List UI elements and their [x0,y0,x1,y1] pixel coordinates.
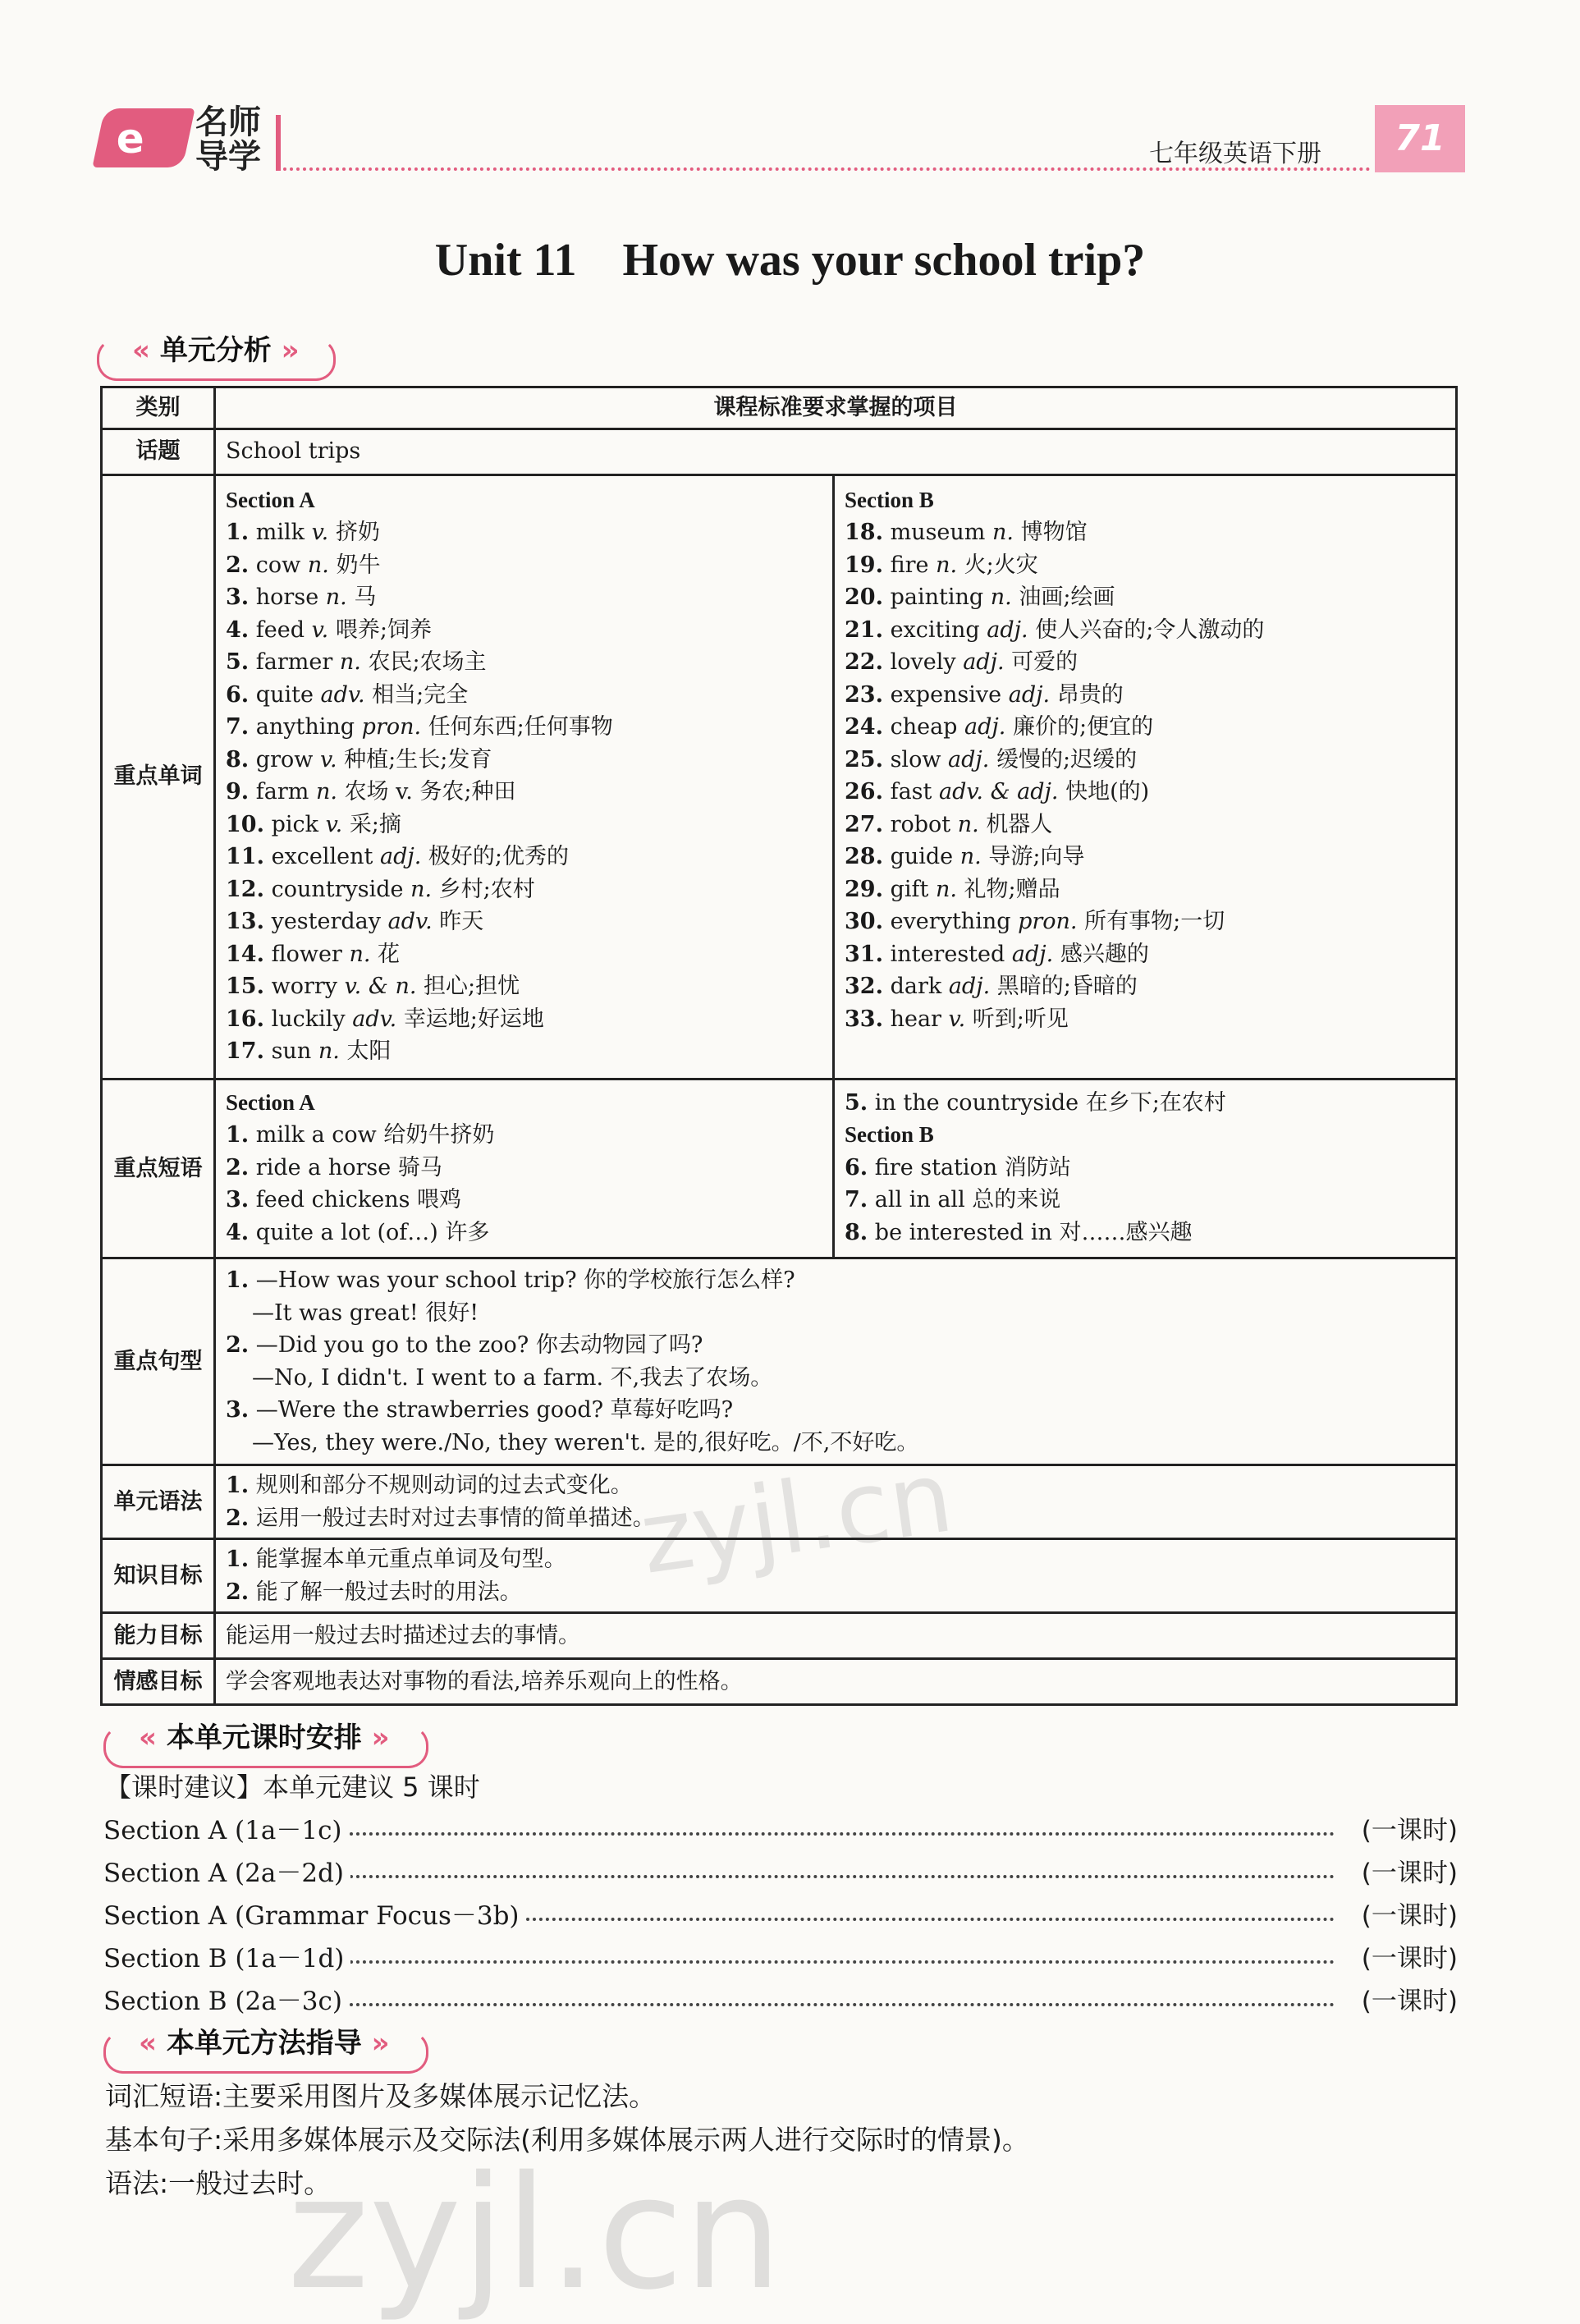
list-item: 24. cheap adj. 廉价的;便宜的 [845,714,1154,740]
unit-title: Unit 11 How was your school trip? [434,235,1146,286]
list-item: 1. milk v. 挤奶 [226,520,380,545]
schedule-row [103,1895,1458,1937]
book-title: 七年级英语下册 [1149,140,1321,168]
schedule-row [103,1852,1458,1895]
list-item: 23. expensive adj. 昂贵的 [845,681,1124,708]
words-label: 重点单词 [102,474,215,1079]
words-section-a: Section A 1. milk v. 挤奶 2. cow n. 奶牛 3. horse n. 马 4. feed v. 喂养;饲养 5. farmer n. 农民;农场主 6. quite adv. 相当;完全 7. anything pron. 任何东西;任何事物 8. grow v. 种植;生长;发育 9. farm n. 农场 v. 务农;种田 10. pick v. 采;摘 11. excellent adj. 极好的;优秀的 12. countryside n. 乡村;农村 13. yesterday adv. 昨天 14. flower n. 花 15. worry v. & n. 担心;担忧 16. luckily adv. 幸运地;好运地 17. sun n. 太阳 [215,474,834,1079]
schedule-period: (一课时) [1355,1895,1458,1937]
list-item: 10. pick v. 采;摘 [226,811,401,837]
list-item: 13. yesterday adv. 昨天 [226,909,484,934]
section-heading-schedule: « 本单元课时安排 » [103,1726,428,1768]
col-category-header: 类别 [102,387,215,429]
list-item: 2. 运用一般过去时对过去事情的简单描述。 [226,1505,655,1531]
section-heading-method: « 本单元方法指导 » [103,2031,428,2074]
list-item: 7. anything pron. 任何东西;任何事物 [226,714,613,740]
list-item: —It was great! 很好! [252,1300,479,1326]
logo-divider [276,115,281,171]
list-item: 1. 能掌握本单元重点单词及句型。 [226,1547,566,1572]
leader-dots [350,1960,1335,1964]
schedule-period: (一课时) [1355,1809,1458,1852]
list-item: 14. flower n. 花 [226,941,401,967]
words-section-b: Section B 18. museum n. 博物馆 19. fire n. 火;火灾 20. painting n. 油画;绘画 21. exciting adj. 使人兴奋的;令人激动的 22. lovely adj. 可爱的 23. expensive adj. 昂贵的 24. cheap adj. 廉价的;便宜的 25. slow adj. 缓慢的;迟缓的 26. fast adv. & adj. 快地(的) 27. robot n. 机器人 28. guide n. 导游;向导 29. gift n. 礼物;赠品 30. everything pron. 所有事物;一切 31. interested adj. 感兴趣的 32. dark adj. 黑暗的;昏暗的 33. hear v. 听到;听见 [834,474,1457,1079]
phrases-left: Section A 1. milk a cow 给奶牛挤奶 2. ride a horse 骑马 3. feed chickens 喂鸡 4. quite a lot (of…) 许多 [215,1079,834,1258]
col-items-header: 课程标准要求掌握的项目 [215,387,1457,429]
list-item: 29. gift n. 礼物;赠品 [845,876,1060,902]
section-heading-analysis: « 单元分析 » [97,338,336,381]
watermark-large: zyjl.cn [287,2143,783,2324]
schedule-label: Section A (2a－2d) [103,1852,350,1895]
schedule-label: Section A (Grammar Focus－3b) [103,1895,526,1937]
topic-value: School trips [215,429,1457,474]
leader-dots [350,1832,1335,1836]
page-number: 71 [1375,105,1465,172]
schedule-label: Section B (2a－3c) [103,1980,349,2023]
list-item: 9. farm n. 农场 v. 务农;种田 [226,779,516,804]
list-item: 6. quite adv. 相当;完全 [226,681,469,708]
phrases-right: 5. in the countryside 在乡下;在农村 Section B 6. fire station 消防站 7. all in all 总的来说 8. be interested in 对……感兴趣 [834,1079,1457,1258]
topic-label: 话题 [102,429,215,474]
schedule-row [103,1809,1458,1852]
list-item: 1. —How was your school trip? 你的学校旅行怎么样? [226,1267,795,1293]
list-item: —Yes, they were./No, they weren't. 是的,很好吃。/不,不好吃。 [252,1429,919,1455]
method-line: 语法:一般过去时。 [105,2167,332,2199]
schedule-period: (一课时) [1355,1980,1458,2023]
schedule-row [103,1937,1458,1980]
emotion-label: 情感目标 [102,1659,215,1705]
list-item: 21. exciting adj. 使人兴奋的;令人激动的 [845,617,1265,643]
schedule-suggestion: 【课时建议】本单元建议 5 课时 [105,1772,480,1803]
ability-value: 能运用一般过去时描述过去的事情。 [215,1613,1457,1659]
list-item: 30. everything pron. 所有事物;一切 [845,909,1225,934]
watermark: zyjl.cn [634,1440,959,1597]
list-item: 1. 规则和部分不规则动词的过去式变化。 [226,1473,633,1498]
list-item: 17. sun n. 太阳 [226,1038,392,1064]
leader-dots [350,2003,1335,2006]
list-item: —No, I didn't. I went to a farm. 不,我去了农场。 [252,1364,773,1391]
ability-label: 能力目标 [102,1613,215,1659]
leader-dots [350,1875,1335,1878]
list-item: 12. countryside n. 乡村;农村 [226,876,535,902]
list-item: 25. slow adj. 缓慢的;迟缓的 [845,746,1138,772]
list-item: 20. painting n. 油画;绘画 [845,584,1115,610]
list-item: 4. quite a lot (of…) 许多 [226,1219,490,1245]
list-item: 3. horse n. 马 [226,584,377,610]
list-item: 7. all in all 总的来说 [845,1187,1061,1212]
method-line: 词汇短语:主要采用图片及多媒体展示记忆法。 [105,2080,657,2112]
list-item: 16. luckily adv. 幸运地;好运地 [226,1006,544,1032]
list-item: 5. in the countryside 在乡下;在农村 [845,1089,1226,1116]
list-item: 4. feed v. 喂养;饲养 [226,617,432,643]
sentences-cell [215,1258,1457,1465]
list-item: 2. 能了解一般过去时的用法。 [226,1579,522,1605]
list-item: 2. —Did you go to the zoo? 你去动物园了吗? [226,1332,703,1358]
list-item: 18. museum n. 博物馆 [845,520,1088,545]
schedule-label: Section B (1a－1d) [103,1937,350,1980]
grammar-label: 单元语法 [102,1465,215,1539]
list-item: 26. fast adv. & adj. 快地(的) [845,779,1150,804]
list-item: 31. interested adj. 感兴趣的 [845,941,1149,967]
list-item: 8. be interested in 对……感兴趣 [845,1219,1193,1245]
schedule-period: (一课时) [1355,1852,1458,1895]
phrases-label: 重点短语 [102,1079,215,1258]
emotion-value: 学会客观地表达对事物的看法,培养乐观向上的性格。 [215,1659,1457,1705]
list-item: 32. dark adj. 黑暗的;昏暗的 [845,974,1138,999]
list-item: 1. milk a cow 给奶牛挤奶 [226,1122,495,1148]
logo-icon: e [92,108,195,167]
list-item: 3. —Were the strawberries good? 草莓好吃吗? [226,1397,734,1423]
list-item: 15. worry v. & n. 担心;担忧 [226,974,520,999]
schedule-label: Section A (1a－1c) [103,1809,349,1852]
knowledge-label: 知识目标 [102,1539,215,1613]
list-item: 22. lovely adj. 可爱的 [845,649,1079,675]
method-line: 基本句子:采用多媒体展示及交际法(利用多媒体展示两人进行交际时的情景)。 [105,2124,1029,2156]
list-item: 19. fire n. 火;火灾 [845,552,1038,578]
logo-text: 名师 导学 [195,103,261,176]
list-item: 27. robot n. 机器人 [845,811,1053,837]
list-item: 2. cow n. 奶牛 [226,552,381,578]
list-item: 2. ride a horse 骑马 [226,1154,442,1180]
list-item: 6. fire station 消防站 [845,1154,1071,1180]
list-item: 3. feed chickens 喂鸡 [226,1187,462,1212]
schedule-row [103,1980,1458,2023]
list-item: 8. grow v. 种植;生长;发育 [226,746,492,772]
schedule-period: (一课时) [1355,1937,1458,1980]
list-item: 5. farmer n. 农民;农场主 [226,649,487,675]
list-item: 11. excellent adj. 极好的;优秀的 [226,844,570,869]
list-item: 28. guide n. 导游;向导 [845,844,1085,869]
sentences-label: 重点句型 [102,1258,215,1465]
list-item: 33. hear v. 听到;听见 [845,1006,1069,1032]
